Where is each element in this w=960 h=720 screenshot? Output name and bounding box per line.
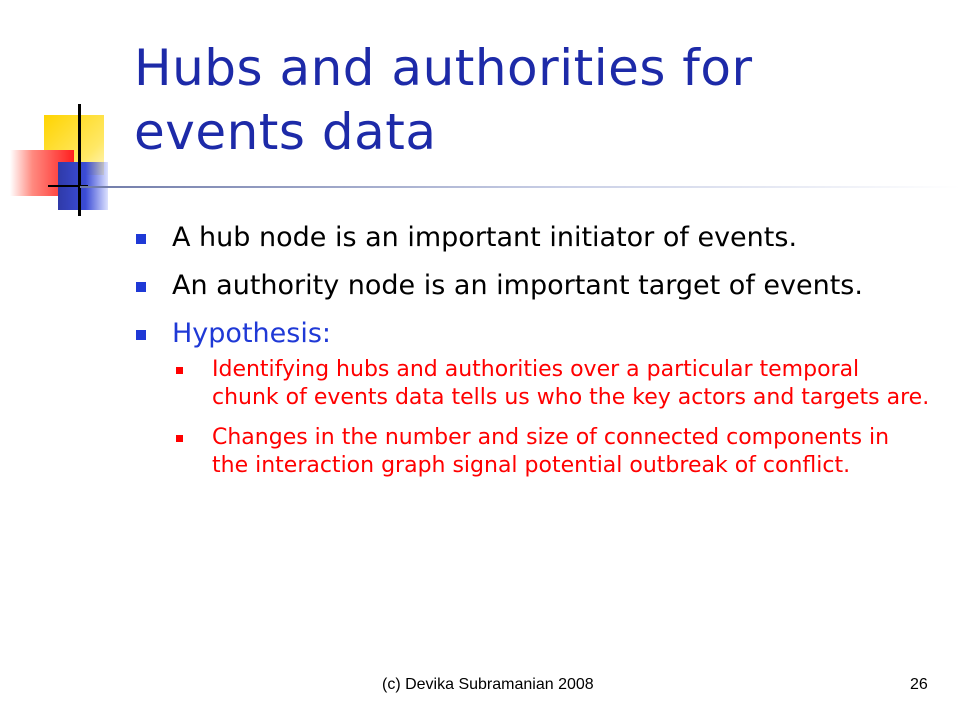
square-bullet-icon bbox=[136, 330, 146, 340]
bullet-hub-node bbox=[132, 220, 932, 256]
footer-credit: (c) Devika Subramanian 2008 bbox=[382, 676, 594, 693]
slide-body bbox=[132, 220, 932, 492]
square-bullet-icon bbox=[136, 282, 146, 292]
title-underline bbox=[80, 186, 960, 188]
sub-bullet-identifying-hubs bbox=[172, 356, 932, 412]
square-bullet-icon bbox=[176, 367, 183, 374]
corner-decoration bbox=[0, 0, 140, 230]
hypothesis-sub-bullets bbox=[132, 356, 932, 480]
square-bullet-icon bbox=[136, 234, 146, 244]
sub-bullet-text: Identifying hubs and authorities over a particular temporal chunk of events data tells us who the key actors and targets are. bbox=[212, 357, 930, 410]
bullet-text: An authority node is an important target of events. bbox=[172, 270, 863, 301]
page-number: 26 bbox=[910, 676, 928, 693]
bullet-text: Hypothesis: bbox=[172, 318, 331, 349]
sub-bullet-text: Changes in the number and size of connected components in the interaction graph signal potential outbreak of conflict. bbox=[212, 425, 890, 478]
slide-title: Hubs and authorities for events data bbox=[134, 39, 753, 161]
bullet-hypothesis bbox=[132, 316, 932, 352]
vertical-line-decoration bbox=[78, 104, 81, 216]
square-bullet-icon bbox=[176, 435, 183, 442]
sub-bullet-connected-components bbox=[172, 424, 932, 480]
bullet-authority-node bbox=[132, 268, 932, 304]
bullet-text: A hub node is an important initiator of events. bbox=[172, 222, 798, 253]
